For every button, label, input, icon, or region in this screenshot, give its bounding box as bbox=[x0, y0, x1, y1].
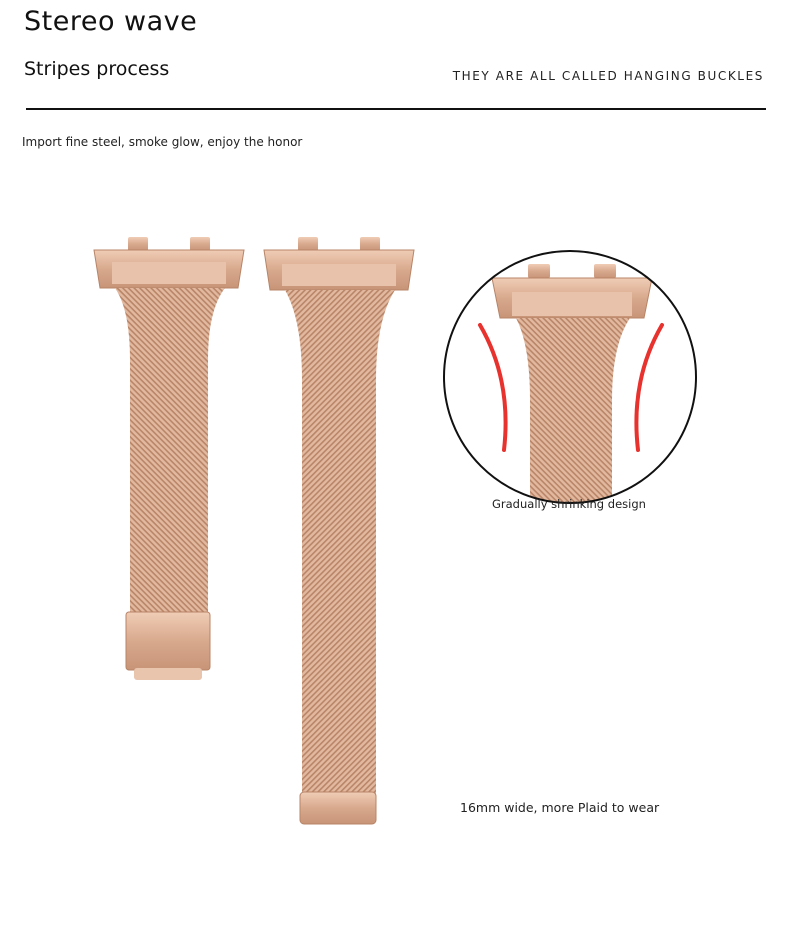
page-subtitle: Stripes process bbox=[24, 58, 170, 80]
page-title: Stereo wave bbox=[24, 6, 198, 37]
short-strap-image bbox=[94, 237, 244, 680]
width-caption: 16mm wide, more Plaid to wear bbox=[460, 800, 660, 815]
shrink-caption: Gradually shrinking design bbox=[492, 497, 646, 511]
long-strap-image bbox=[264, 237, 414, 824]
intro-text: Import fine steel, smoke glow, enjoy the honor bbox=[22, 135, 303, 149]
shrink-detail-circle bbox=[444, 251, 696, 520]
tagline: THEY ARE ALL CALLED HANGING BUCKLES bbox=[452, 69, 764, 83]
